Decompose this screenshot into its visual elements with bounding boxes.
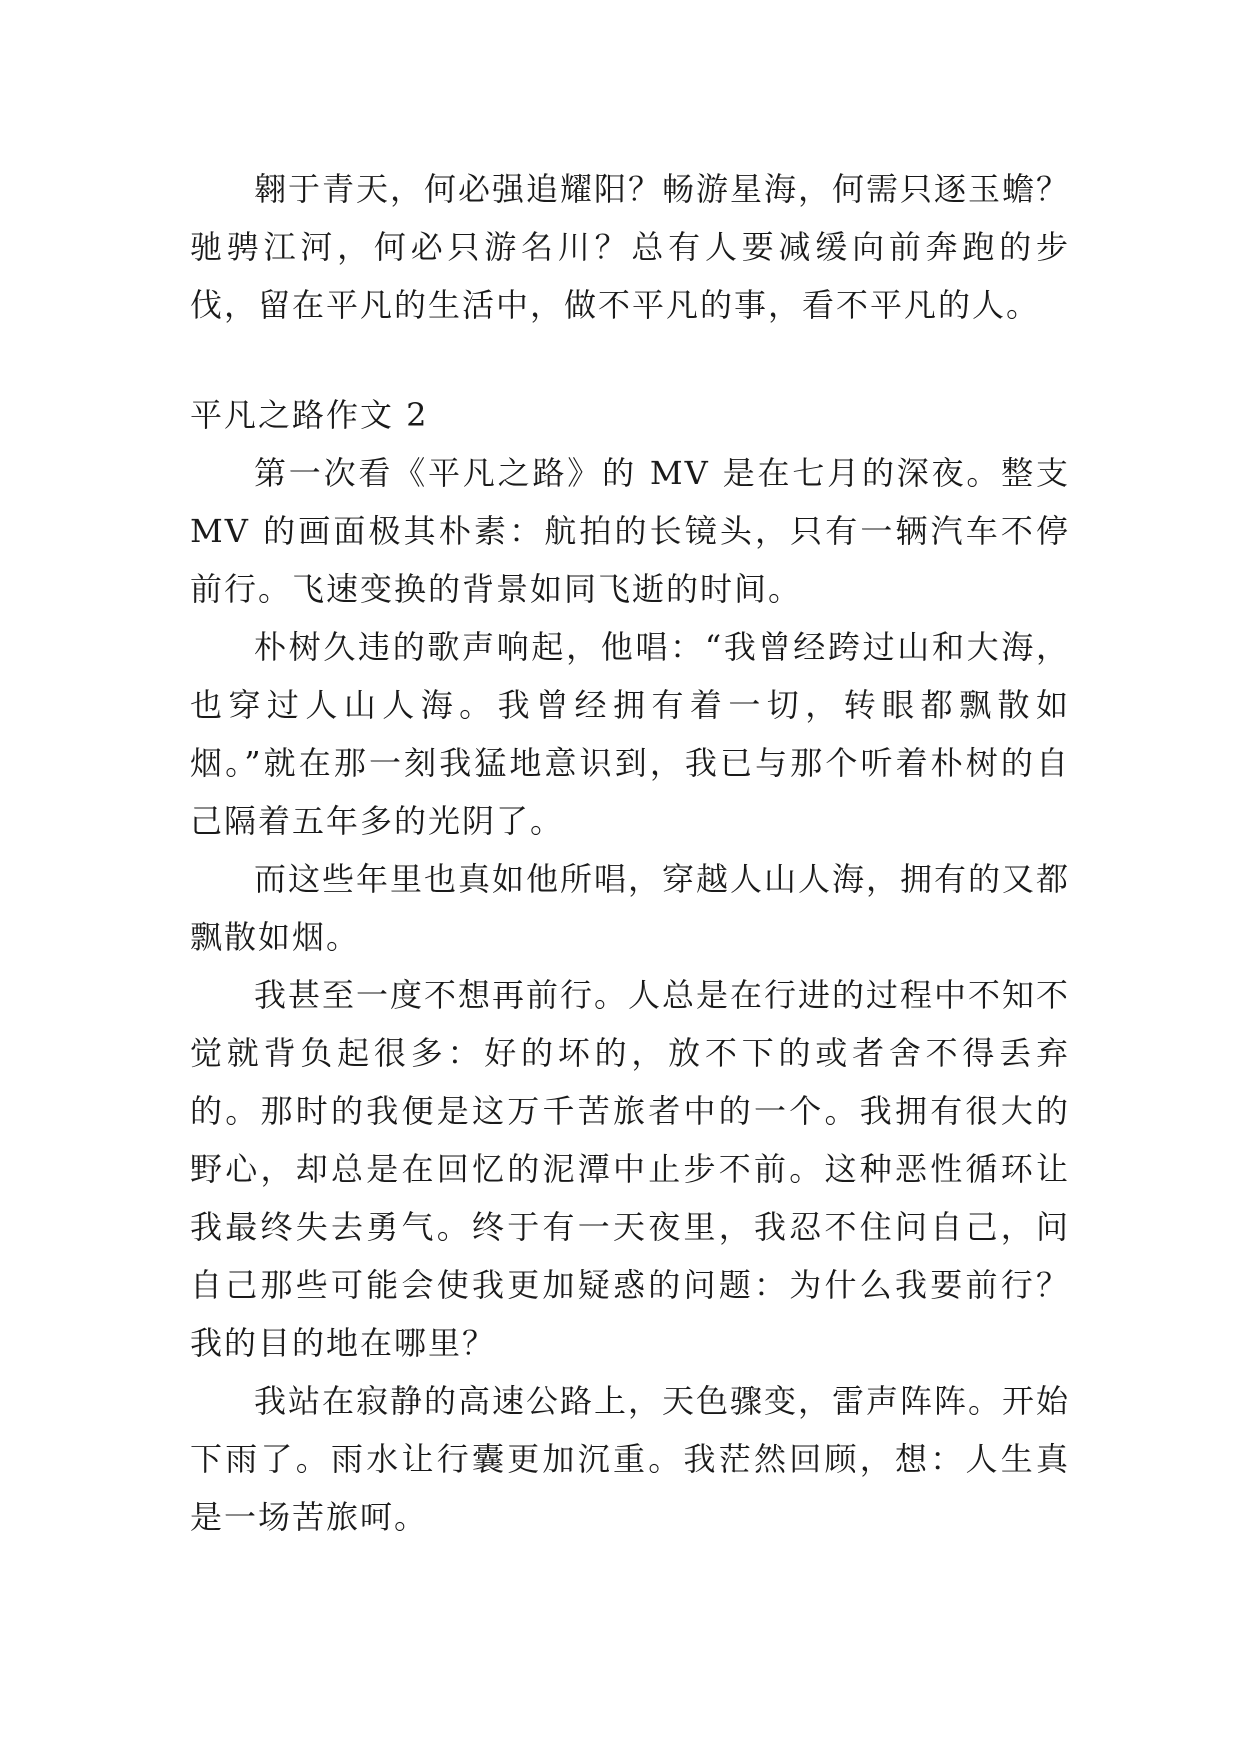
body-paragraph-3: 而这些年里也真如他所唱，穿越人山人海，拥有的又都飘散如烟。 [190,860,1071,956]
body-paragraph-1: 第一次看《平凡之路》的 MV 是在七月的深夜。整支 MV 的画面极其朴素：航拍的长镜头，只有一辆汽车不停前行。飞速变换的背景如同飞逝的时间。 [190,454,1070,608]
intro-paragraph: 翱于青天，何必强追耀阳？畅游星海，何需只逐玉蟾？驰骋江河，何必只游名川？总有人要减缓向前奔跑的步伐，留在平凡的生活中，做不平凡的事，看不平凡的人。 [190,170,1071,324]
body-paragraph-4: 我甚至一度不想再前行。人总是在行进的过程中不知不觉就背负起很多：好的坏的，放不下的或者舍不得丢弃的。那时的我便是这万千苦旅者中的一个。我拥有很大的野心，却总是在回忆的泥潭中止步不前。这种恶性循环让我最终失去勇气。终于有一天夜里，我忍不住问自己，问自己那些可能会使我更加疑惑的问题：为什么我要前行？我的目的地在哪里？ [190,976,1071,1362]
document-body [190,160,1070,1546]
section-gap [190,334,1070,386]
essay-title: 平凡之路作文 2 [190,396,429,434]
body-paragraph-2: 朴树久违的歌声响起，他唱：“我曾经跨过山和大海，也穿过人山人海。我曾经拥有着一切，转眼都飘散如烟。”就在那一刻我猛地意识到，我已与那个听着朴树的自己隔着五年多的光阴了。 [190,628,1070,840]
body-paragraph-5: 我站在寂静的高速公路上，天色骤变，雷声阵阵。开始下雨了。雨水让行囊更加沉重。我茫然回顾，想：人生真是一场苦旅呵。 [190,1382,1071,1536]
